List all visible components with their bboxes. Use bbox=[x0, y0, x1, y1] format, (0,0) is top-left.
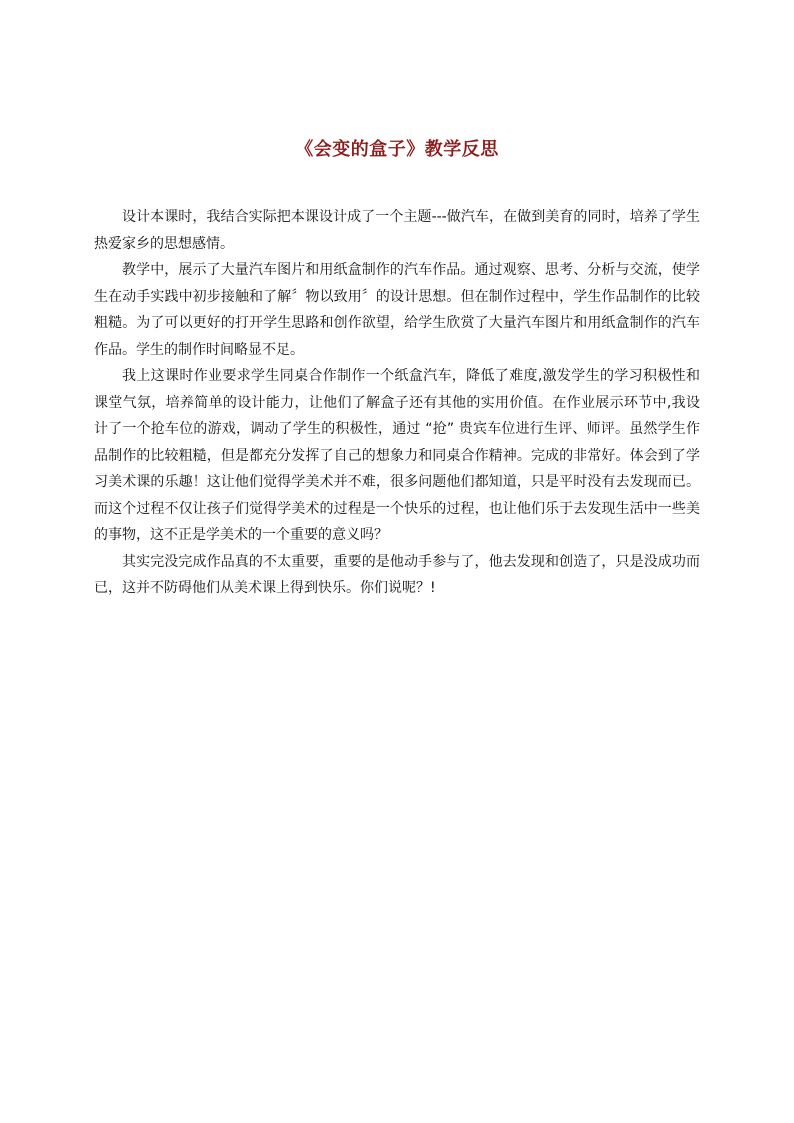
paragraph-4: 其实完没完成作品真的不太重要，重要的是他动手参与了，他去发现和创造了，只是没成功而已，这并不防碍他们从美术课上得到快乐。你们说呢？! bbox=[94, 553, 700, 596]
paragraph-3: 我上这课时作业要求学生同桌合作制作一个纸盒汽车，降低了难度,激发学生的学习积极性和课堂气氛，培养简单的设计能力，让他们了解盒子还有其他的实用价值。在作业展示环节中,我设计了一个抢车位的游戏，调动了学生的积极性，通过 “抢” 贵宾车位进行生评、师评。虽然学生作品制作的比较粗糙，但是都充分发挥了自己的想象力和同桌合作精神。完成的非常好。体会到了学习美术课的乐趣！这让他们觉得学美术并不难，很多问题他们都知道，只是平时没有去发现而已。而这个过程不仅让孩子们觉得学美术的过程是一个快乐的过程，也让他们乐于去发现生活中一些美的事物，这不正是学美术的一个重要的意义吗？ bbox=[94, 368, 700, 543]
paragraph-1: 设计本课时，我结合实际把本课设计成了一个主题---做汽车，在做到美育的同时，培养了学生热爱家乡的思想感情。 bbox=[94, 209, 700, 252]
document-body bbox=[94, 204, 700, 602]
paragraph-2: 教学中，展示了大量汽车图片和用纸盒制作的汽车作品。通过观察、思考、分析与交流，使学生在动手实践中初步接触和了解〞物以致用〞的设计思想。但在制作过程中，学生作品制作的比较粗糙。为了可以更好的打开学生思路和创作欲望，给学生欣赏了大量汽车图片和用纸盒制作的汽车作品。学生的制作时间略显不足。 bbox=[94, 262, 700, 358]
document-title: 《会变的盒子》教学反思 bbox=[295, 139, 499, 160]
